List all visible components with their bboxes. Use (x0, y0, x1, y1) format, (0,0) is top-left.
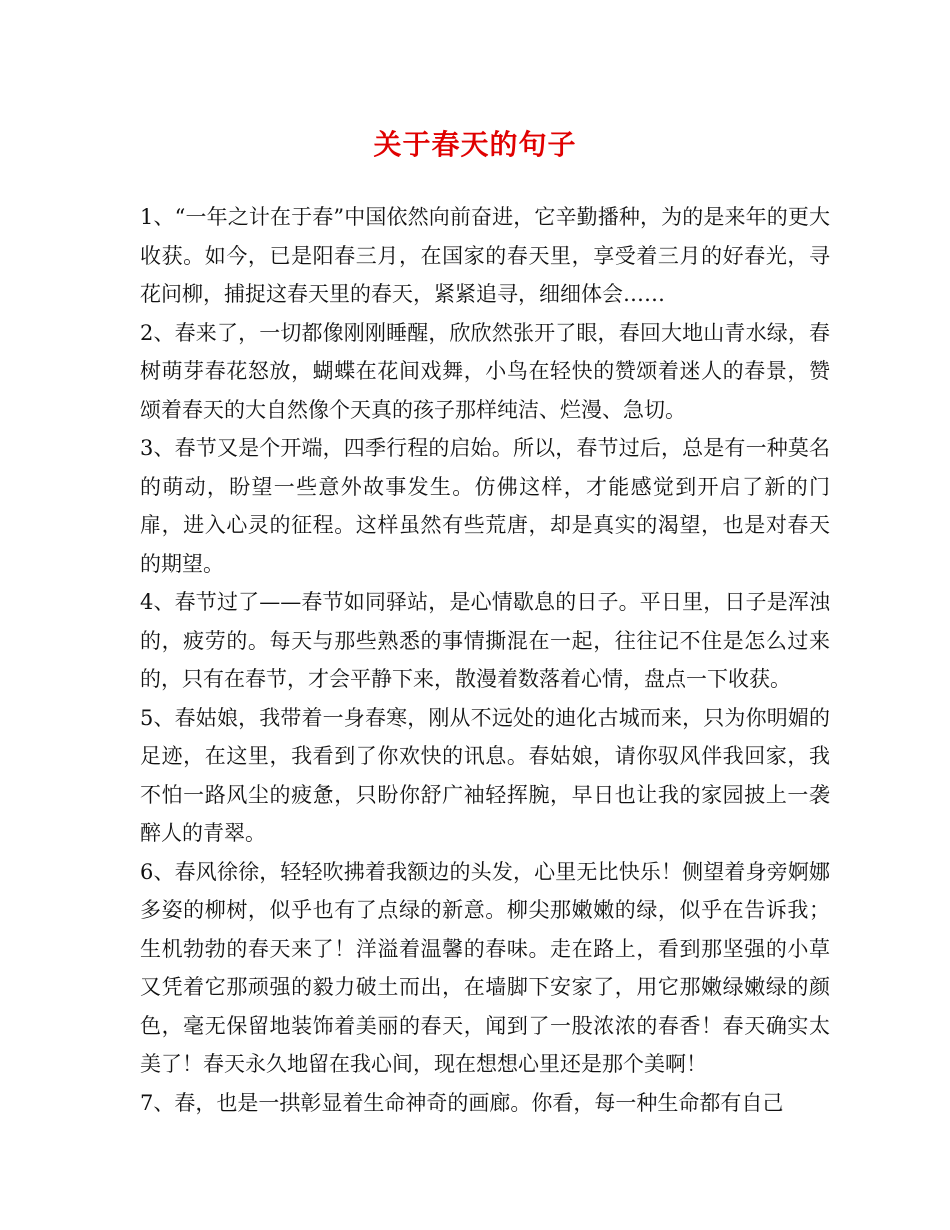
paragraph-3: 3、春节又是个开端，四季行程的启始。所以，春节过后，总是有一种莫名的萌动，盼望一些意外故事发生。仿佛这样，才能感觉到开启了新的门扉，进入心灵的征程。这样虽然有些荒唐，却是真实的渴望，也是对春天的期望。 (140, 436, 830, 576)
paragraph-6: 6、春风徐徐，轻轻吹拂着我额边的头发，心里无比快乐！侧望着身旁婀娜多姿的柳树，似乎也有了点绿的新意。柳尖那嫩嫩的绿，似乎在告诉我；生机勃勃的春天来了！洋溢着温馨的春味。走在路上，看到那坚强的小草又凭着它那顽强的毅力破土而出，在墙脚下安家了，用它那嫩绿嫩绿的颜色，毫无保留地装饰着美丽的春天，闻到了一股浓浓的春香！春天确实太美了！春天永久地留在我心间，现在想想心里还是那个美啊！ (140, 859, 830, 1076)
paragraph-4: 4、春节过了——春节如同驿站，是心情歇息的日子。平日里，日子是浑浊的，疲劳的。每天与那些熟悉的事情撕混在一起，往往记不住是怎么过来的，只有在春节，才会平静下来，散漫着数落着心情，盘点一下收获。 (140, 590, 830, 691)
document-body (140, 198, 830, 1122)
paragraph-7: 7、春，也是一拱彰显着生命神奇的画廊。你看，每一种生命都有自己 (140, 1090, 784, 1115)
paragraph-5: 5、春姑娘，我带着一身春寒，刚从不远处的迪化古城而来，只为你明媚的足迹，在这里，我看到了你欢快的讯息。春姑娘，请你驭风伴我回家，我不怕一路风尘的疲惫，只盼你舒广袖轻挥腕，早日也让我的家园披上一袭醉人的青翠。 (140, 705, 830, 845)
document-title: 关于春天的句子 (373, 128, 577, 161)
paragraph-1: 1、“一年之计在于春”中国依然向前奋进，它辛勤播种，为的是来年的更大收获。如今，已是阳春三月，在国家的春天里，享受着三月的好春光，寻花问柳，捕捉这春天里的春天，紧紧追寻，细细体会…… (140, 205, 830, 306)
paragraph-2: 2、春来了，一切都像刚刚睡醒，欣欣然张开了眼，春回大地山青水绿，春树萌芽春花怒放，蝴蝶在花间戏舞，小鸟在轻快的赞颂着迷人的春景，赞颂着春天的大自然像个天真的孩子那样纯洁、烂漫、急切。 (140, 320, 830, 422)
